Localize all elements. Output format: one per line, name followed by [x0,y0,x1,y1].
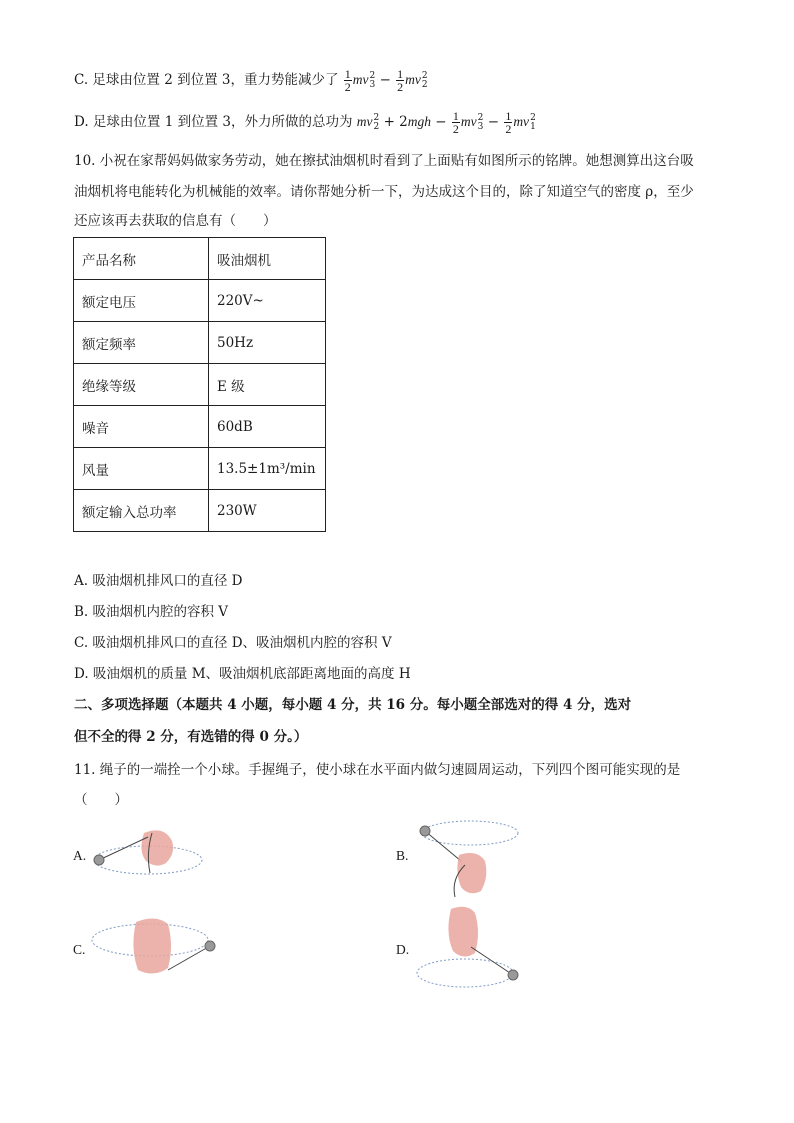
figure-d-diagram [415,905,525,995]
q10-option-c: C. 吸油烟机排风口的直径 D、吸油烟机内腔的容积 V [74,635,392,651]
q10-stem-line1: 10. 小祝在家帮妈妈做家务劳动，她在擦拭油烟机时看到了上面贴有如图所示的铭牌。她想测算出这台吸 [74,153,694,169]
section-heading-line1: 二、多项选择题（本题共 4 小题，每小题 4 分，共 16 分。每小题全部选对的得 4 分，选对 [74,697,632,713]
ball-icon [205,941,215,951]
rope [99,837,148,860]
q11-label-d: D. [396,942,410,957]
q9-option-d-text: D. 足球由位置 1 到位置 3，外力所做的总功为 [74,114,353,130]
table-row: 绝缘等级 E 级 [74,364,326,406]
table-row: 额定电压 220V~ [74,280,326,322]
q11-stem-line2: （ ） [74,792,128,808]
fraction-half: $\frac{1}{2}$ [344,67,351,94]
q11-label-a: A. [73,848,87,863]
hand-icon [133,918,171,973]
figure-b-diagram [415,815,525,900]
section-heading-line2: 但不全的得 2 分，有选错的得 0 分。） [74,729,308,745]
q9-option-d: D. 足球由位置 1 到位置 3，外力所做的总功为 mv 2 2 + 2mgh − $\frac{1}{2}$ mv 2 3 − $\frac{1}{2}$ mv 2 1 [74,109,536,136]
q10-stem-line2: 油烟机将电能转化为机械能的效率。请你帮她分析一下，为达成这个目的，除了知道空气的密度 ρ，至少 [74,184,694,200]
q10-option-b: B. 吸油烟机内腔的容积 V [74,604,229,620]
q10-option-a: A. 吸油烟机排风口的直径 D [74,573,243,589]
rope [168,946,210,970]
table-row: 噪音 60dB [74,406,326,448]
hand-icon [457,853,486,893]
table-row: 产品名称 吸油烟机 [74,238,326,280]
orbit-path [422,821,518,845]
figure-c-diagram [90,908,220,978]
orbit-path [417,959,513,987]
table-row: 风量 13.5±1m³/min [74,448,326,490]
q10-option-d: D. 吸油烟机的质量 M、吸油烟机底部距离地面的高度 H [74,666,411,682]
q11-label-b: B. [396,848,409,863]
rope [425,831,461,861]
table-row: 额定频率 50Hz [74,322,326,364]
q9-option-c: C. 足球由位置 2 到位置 3，重力势能减少了 $\frac{1}{2}$ mv 2 3 − $\frac{1}{2}$ mv 2 2 [74,67,428,94]
q11-stem-line1: 11. 绳子的一端拴一个小球。手握绳子，使小球在水平面内做匀速圆周运动，下列四个图可能实现的是 [74,762,681,778]
hand-icon [141,830,173,865]
q10-stem-line3: 还应该再去获取的信息有（ ） [74,213,277,229]
table-row: 额定输入总功率 230W [74,490,326,532]
figure-a-diagram [88,825,208,885]
ball-icon [508,970,518,980]
ball-icon [420,826,430,836]
q9-option-c-text: C. 足球由位置 2 到位置 3，重力势能减少了 [74,72,339,88]
rope [471,947,513,975]
ball-icon [94,855,104,865]
q11-label-c: C. [73,942,86,957]
nameplate-table [73,237,326,532]
fraction-half: $\frac{1}{2}$ [397,67,404,94]
